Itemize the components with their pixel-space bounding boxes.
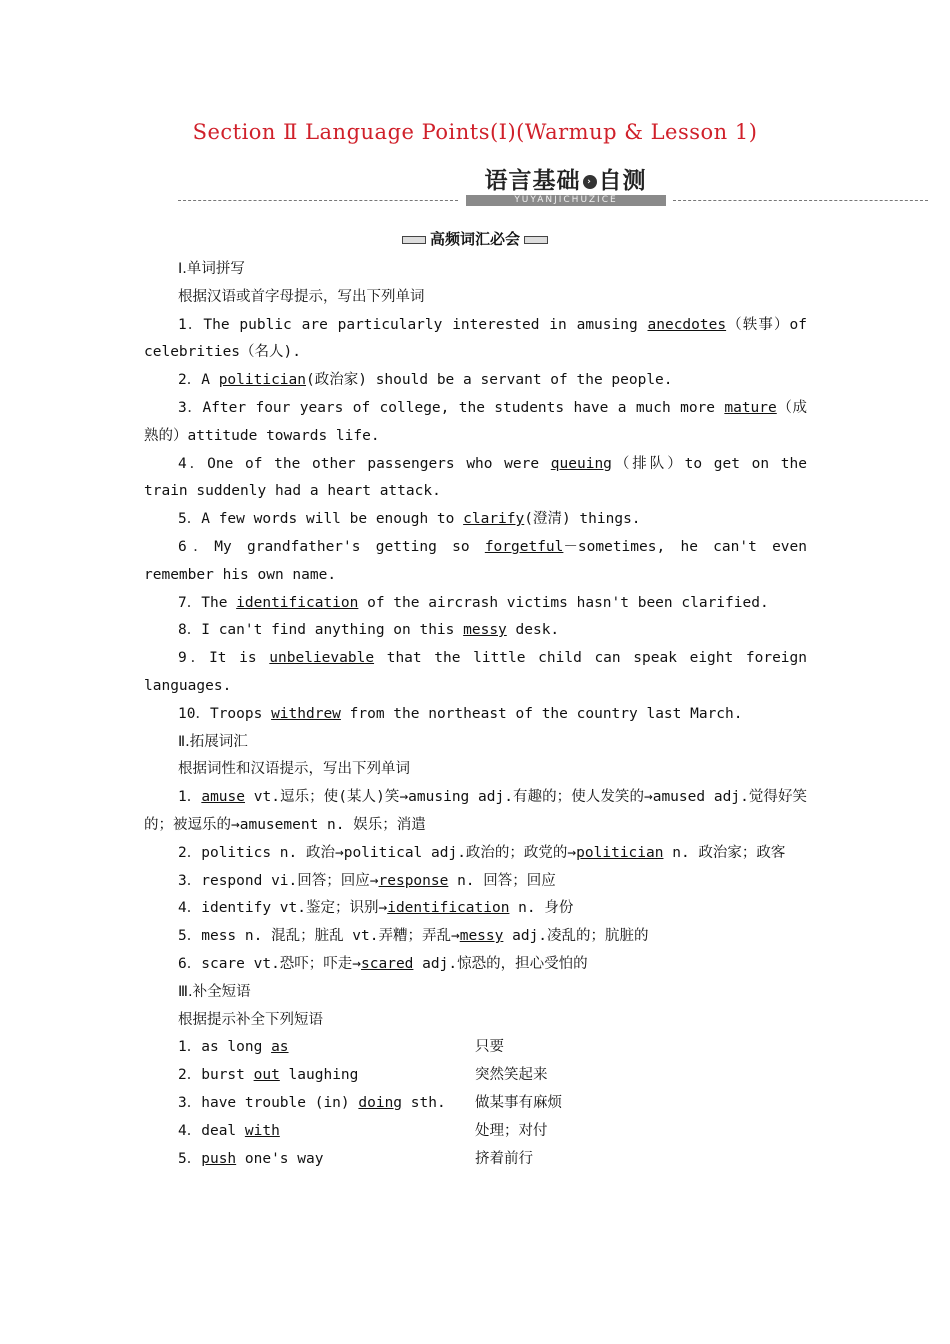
part1-answer: identification [236, 594, 359, 611]
part1-item [144, 451, 807, 507]
phrase-english [178, 1146, 475, 1174]
part2-list [144, 784, 807, 979]
part3-instruction: 根据提示补全下列短语 [178, 1011, 323, 1028]
phrase-answer: with [244, 1122, 280, 1139]
part1-item-text: of the aircrash victims hasn't been clarified. [358, 594, 769, 611]
part1-answer: clarify [463, 511, 525, 528]
phrase-row [144, 1062, 807, 1090]
part2-item-text: 2．politics n. 政治→political adj.政治的；政党的→ [178, 844, 577, 861]
banner-cn-text-2: 自测 [598, 168, 647, 194]
part2-answer: identification [387, 900, 510, 917]
page-title: Section Ⅱ Language Points(Ⅰ)(Warmup & Lesson 1) [192, 120, 758, 144]
part2-item [144, 840, 807, 868]
part1-item-text: that the little child can speak eight foreign languages. [144, 650, 807, 694]
divider-left [178, 200, 458, 201]
exercise-content [144, 256, 807, 1173]
part1-answer: anecdotes [647, 316, 727, 333]
part1-item-text: 6．My grandfather's getting so [178, 538, 485, 555]
phrase-meaning: 挤着前行 [475, 1150, 533, 1167]
part2-item-text: n. 身份 [509, 900, 574, 917]
sub-banner-label: 高频词汇必会 [429, 230, 520, 248]
part2-answer: messy [459, 928, 504, 945]
part1-item [144, 506, 807, 534]
part2-answer: scared [361, 955, 414, 972]
phrase-english [178, 1034, 475, 1062]
part2-item [144, 951, 807, 979]
part2-item [144, 784, 807, 840]
part2-item-text: n. 回答；回应 [448, 872, 556, 889]
part1-item [144, 645, 807, 701]
section-banner [178, 162, 928, 210]
part1-answer: unbelievable [269, 650, 375, 667]
chevron-right-icon: › [583, 175, 597, 189]
part1-item [144, 367, 807, 395]
phrase-answer: doing [358, 1094, 403, 1111]
part2-item [144, 895, 807, 923]
phrase-text: laughing [279, 1067, 359, 1084]
part2-item [144, 923, 807, 951]
part2-item-text: 6．scare vt.恐吓；吓走→ [178, 955, 362, 972]
phrase-text: 5． [178, 1150, 202, 1167]
part1-item-text: (澄清) things. [524, 511, 641, 528]
phrase-row [144, 1090, 807, 1118]
part1-item-text: 5．A few words will be enough to [178, 511, 464, 528]
phrase-meaning: 突然笑起来 [475, 1067, 548, 1084]
part1-item-text: desk. [506, 622, 560, 639]
phrase-english [178, 1062, 475, 1090]
part3-list [144, 1034, 807, 1173]
part2-item-text: n. 政治家；政客 [663, 844, 786, 861]
part1-item-text: from the northeast of the country last March. [340, 705, 743, 722]
phrase-row [144, 1118, 807, 1146]
banner-pinyin: YUYANJICHUZICE [466, 195, 666, 206]
part1-instruction: 根据汉语或首字母提示，写出下列单词 [178, 288, 425, 305]
part2-answer: politician [576, 844, 664, 861]
part2-item-text: adj.凌乱的；肮脏的 [503, 928, 649, 945]
part1-item-text: 2．A [178, 372, 219, 389]
part1-item [144, 701, 807, 729]
part2-instruction: 根据词性和汉语提示，写出下列单词 [178, 761, 410, 778]
part1-item-text: 7．The [178, 594, 237, 611]
part2-item-text: 4．identify vt.鉴定；识别→ [178, 900, 388, 917]
phrase-text: 4．deal [178, 1122, 245, 1139]
part1-item [144, 395, 807, 451]
part2-item-text: vt.逗乐；使(某人)笑→amusing adj.有趣的；使人发笑的→amused adj.觉得好笑的；被逗乐的→amusement n. 娱乐；消遣 [144, 789, 808, 833]
part1-item-text: （成熟的）attitude towards life. [144, 399, 807, 444]
phrase-english [178, 1090, 475, 1118]
part2-item-text: 3．respond vi.回答；回应→ [178, 872, 379, 889]
part1-item-text: 8．I can't find anything on this [178, 622, 464, 639]
part1-item-text: 4．One of the other passengers who were [178, 455, 551, 472]
part1-item [144, 617, 807, 645]
part1-item [144, 534, 807, 590]
part2-heading: Ⅱ.拓展词汇 [178, 733, 248, 750]
banner-badge [458, 162, 673, 208]
phrase-meaning: 处理；对付 [475, 1122, 548, 1139]
part1-item-text: （轶事）of celebrities（名人). [144, 316, 807, 361]
phrase-text: 2．burst [178, 1067, 254, 1084]
part2-item-text: adj.惊恐的，担心受怕的 [413, 955, 588, 972]
part1-answer: politician [218, 372, 307, 389]
phrase-text: 3．have trouble (in) [178, 1094, 359, 1111]
phrase-text: sth. [402, 1094, 446, 1111]
part1-heading: Ⅰ.单词拼写 [178, 261, 245, 277]
phrase-row [144, 1034, 807, 1062]
sub-banner [0, 228, 950, 249]
part3-heading: Ⅲ.补全短语 [178, 983, 251, 1000]
phrase-meaning: 做某事有麻烦 [475, 1094, 562, 1111]
part2-item-text: 1． [178, 789, 202, 806]
part1-item [144, 590, 807, 618]
phrase-answer: push [201, 1150, 237, 1167]
part1-item-text: 10．Troops [178, 705, 272, 722]
part2-answer: amuse [201, 789, 245, 806]
phrase-text: 1．as long [178, 1039, 272, 1056]
phrase-row [144, 1146, 807, 1174]
part1-list [144, 312, 807, 729]
part1-answer: forgetful [484, 538, 564, 555]
part1-item [144, 312, 807, 368]
banner-cn-text: 语言基础 [484, 168, 581, 194]
part1-item-text: 9．It is [178, 650, 270, 667]
part1-answer: messy [463, 622, 507, 639]
part1-answer: withdrew [271, 705, 341, 722]
part1-answer: mature [724, 399, 777, 416]
phrase-answer: out [253, 1067, 280, 1084]
part2-item [144, 868, 807, 896]
divider-right [673, 200, 928, 201]
part1-item-text: 3．After four years of college, the students have a much more [178, 399, 725, 416]
phrase-english [178, 1118, 475, 1146]
part1-answer: queuing [550, 455, 612, 472]
part2-answer: response [378, 872, 449, 889]
part2-item-text: 5．mess n. 混乱；脏乱 vt.弄糟；弄乱→ [178, 928, 460, 945]
part1-item-text: （排队）to get on the train suddenly had a heart attack. [144, 455, 807, 500]
phrase-answer: as [271, 1039, 289, 1056]
sub-banner-right-bar [524, 236, 548, 244]
part1-item-text: －sometimes, he can't even remember his own name. [144, 538, 807, 583]
phrase-meaning: 只要 [475, 1039, 504, 1056]
sub-banner-left-bar [402, 236, 426, 244]
part1-item-text: (政治家) should be a servant of the people. [306, 372, 673, 389]
phrase-text: one's way [236, 1150, 324, 1167]
part1-item-text: 1．The public are particularly interested in amusing [178, 316, 648, 333]
